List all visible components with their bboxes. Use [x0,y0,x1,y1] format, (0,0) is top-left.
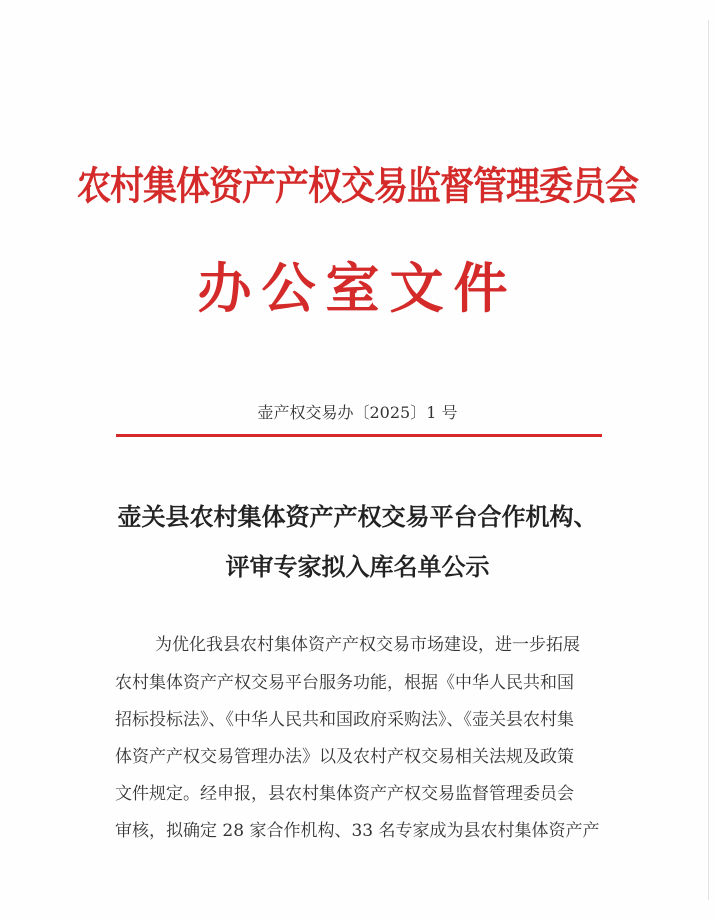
body-paragraph-line: 文件规定。经申报，县农村集体资产产权交易监督管理委员会 [115,784,574,804]
document-number: 壶产权交易办〔2025〕1 号 [257,403,458,422]
scan-edge-line [708,20,709,900]
body-paragraph-line: 体资产产权交易管理办法》以及农村产权交易相关法规及政策 [115,747,574,767]
notice-title-line-2: 评审专家拟入库名单公示 [225,552,490,581]
notice-title-line-1: 壶关县农村集体资产产权交易平台合作机构、 [117,502,598,531]
document-header-title: 办公室文件 [197,256,518,320]
body-paragraph-line: 为优化我县农村集体资产产权交易市场建设，进一步拓展 [155,635,580,655]
body-paragraph-line: 农村集体资产产权交易平台服务功能，根据《中华人民共和国 [115,673,574,693]
red-divider [116,434,602,437]
body-paragraph-line: 审核，拟确定 28 家合作机构、33 名专家成为县农村集体资产产 [115,821,600,841]
issuing-organization: 农村集体资产产权交易监督管理委员会 [77,164,638,210]
body-paragraph-line: 招标投标法》、《中华人民共和国政府采购法》、《壶关县农村集 [115,710,574,730]
